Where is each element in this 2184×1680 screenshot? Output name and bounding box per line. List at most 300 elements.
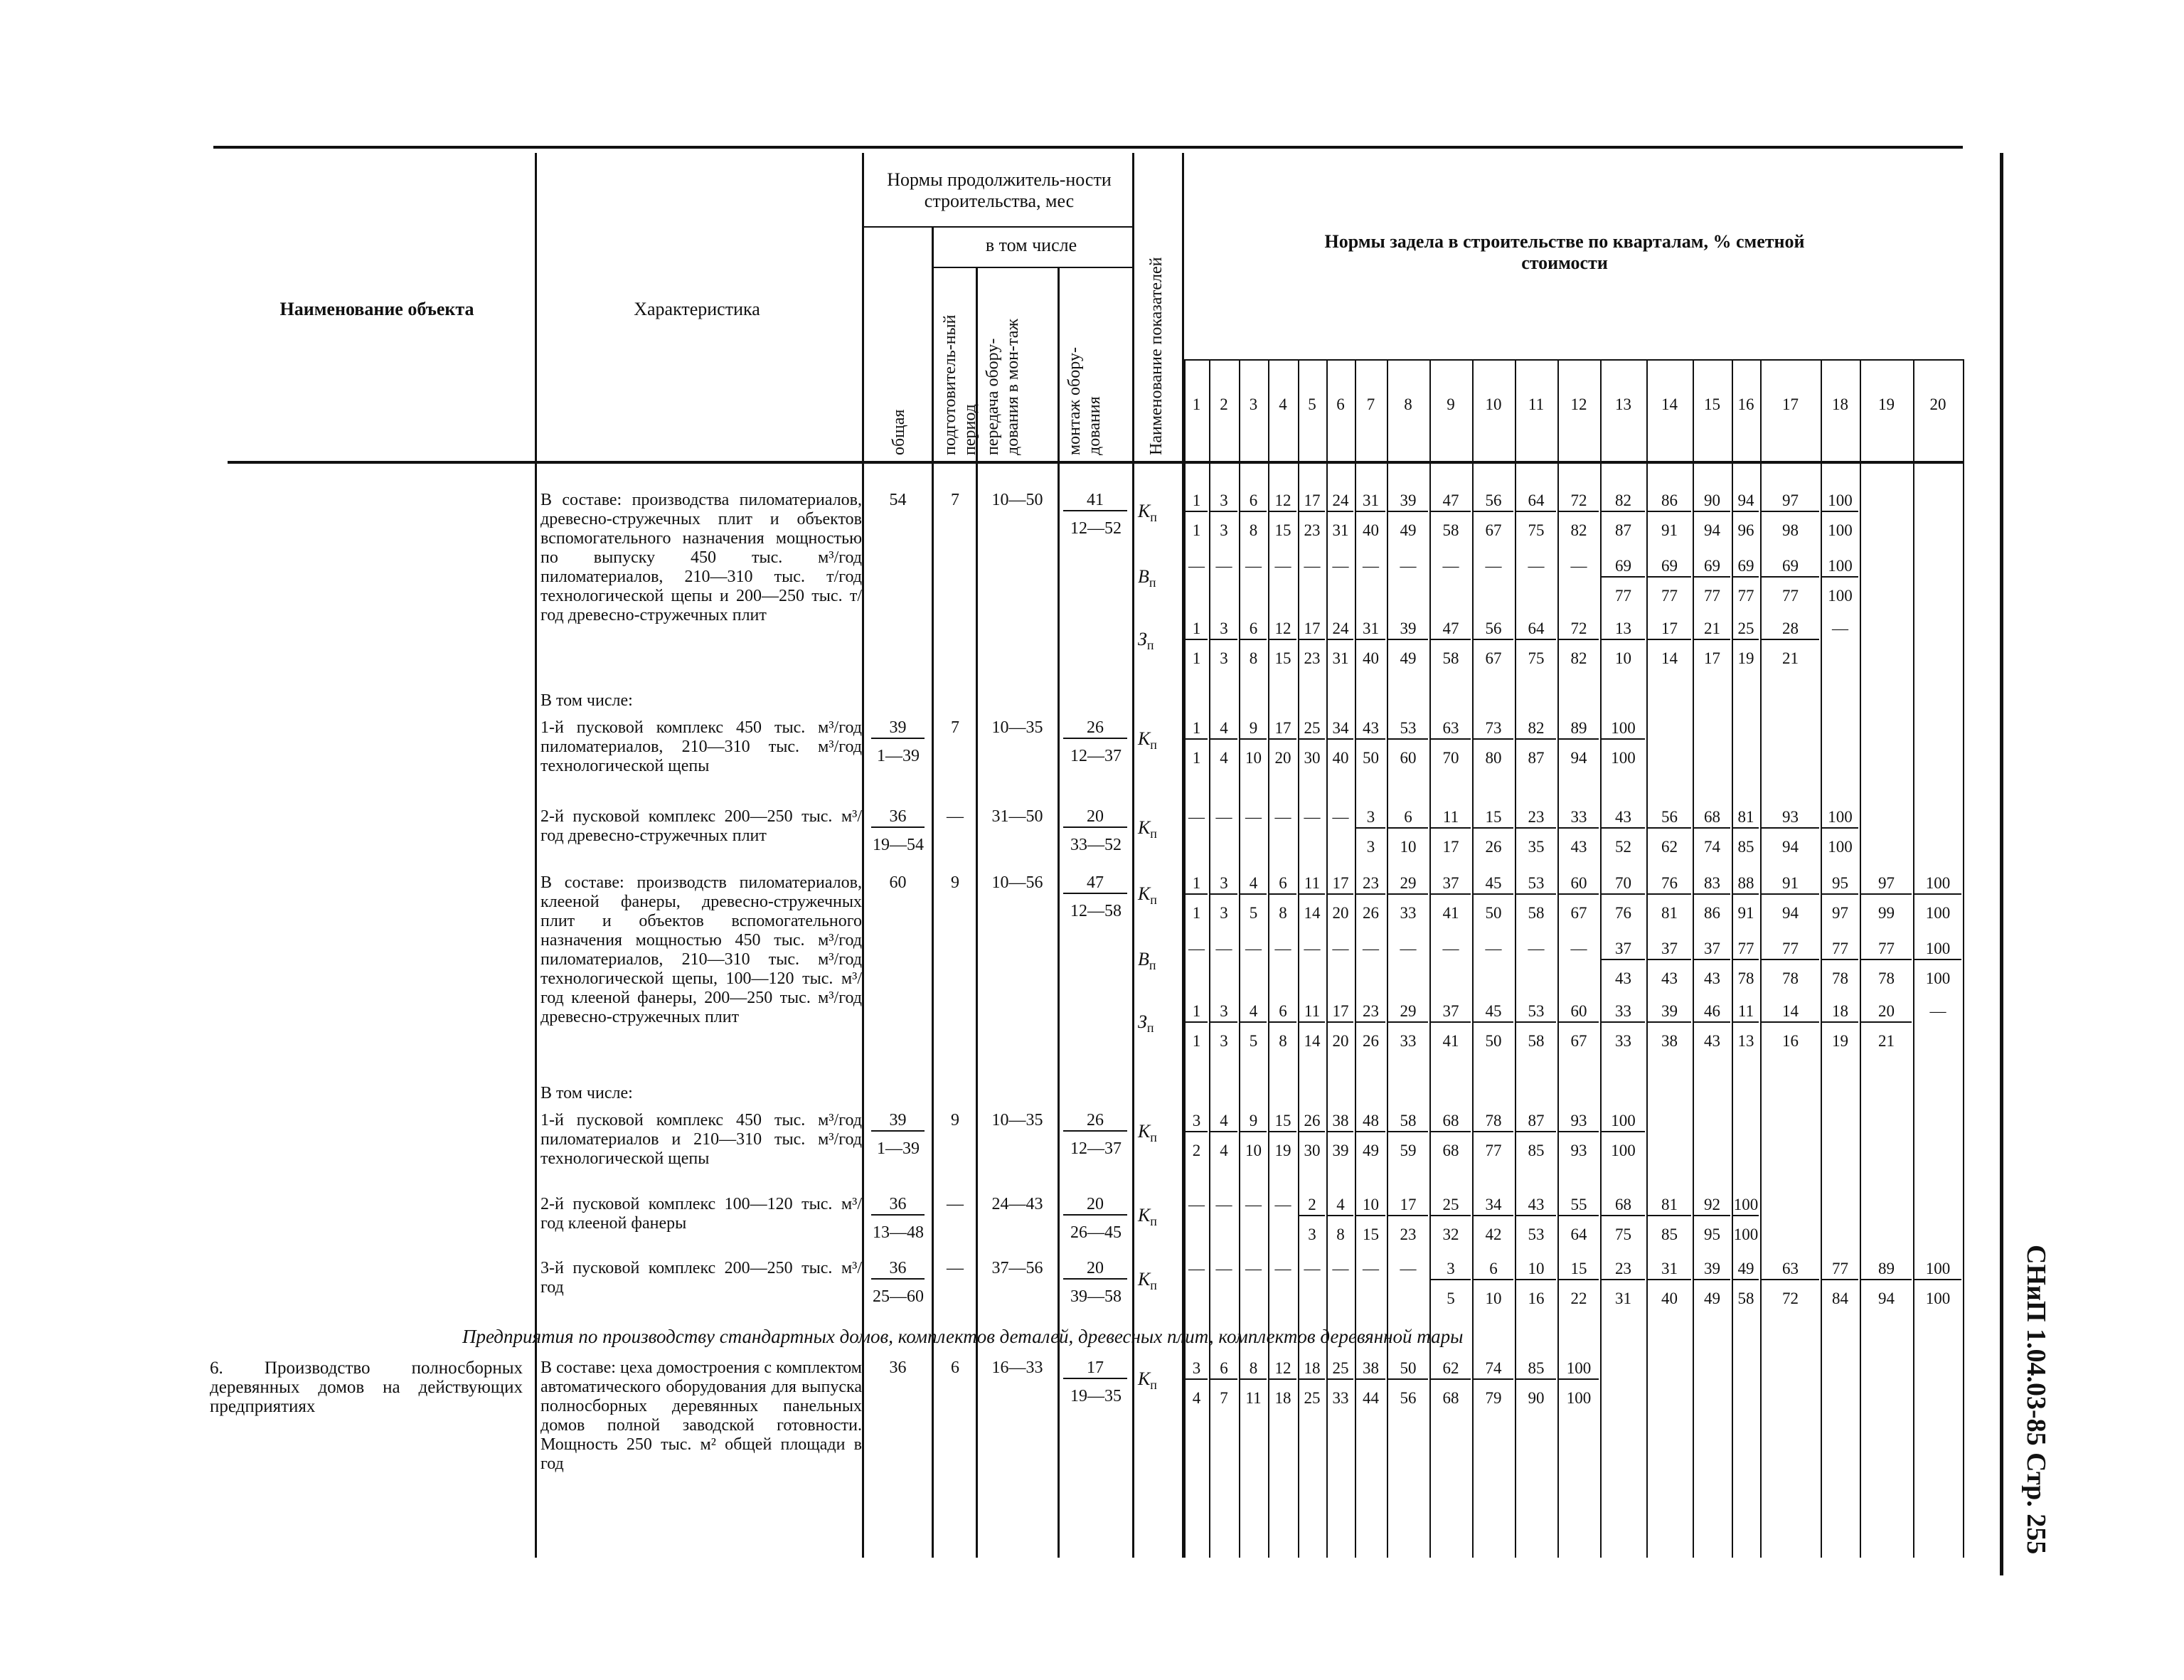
quarter-value-bottom: 77 — [1615, 587, 1631, 605]
quarter-value-bottom: 10 — [1245, 1142, 1262, 1159]
quarter-value-top: 23 — [1356, 1001, 1385, 1023]
quarter-header: 2 — [1220, 395, 1228, 413]
quarter-value-top: 39 — [1388, 619, 1428, 640]
quarter-value-top: 45 — [1474, 873, 1513, 895]
quarter-value-top: — — [1400, 557, 1417, 575]
quarter-value-bottom: 23 — [1304, 521, 1321, 539]
quarter-value-top: 3 — [1210, 491, 1237, 512]
quarter-value-bottom: 33 — [1400, 904, 1417, 922]
quarter-value-bottom: 77 — [1485, 1142, 1502, 1159]
quarter-value-bottom: 40 — [1661, 1290, 1678, 1307]
quarter-value-top: 68 — [1694, 807, 1730, 829]
quarter-value-bottom: 10 — [1245, 749, 1262, 767]
quarter-value-top: 8 — [1240, 1359, 1267, 1380]
quarter-value-top: 1 — [1186, 718, 1208, 740]
transfer-period: 10—56 — [991, 873, 1043, 892]
quarter-value-bottom: 39 — [1332, 1142, 1349, 1159]
quarter-value-bottom: 77 — [1661, 587, 1678, 605]
quarter-value-bottom: 82 — [1570, 521, 1587, 539]
quarter-value-top: — — [1274, 940, 1291, 957]
indicator-subscript: п — [1150, 1130, 1157, 1145]
quarter-value-top: 45 — [1474, 1001, 1513, 1023]
quarter-value-bottom: 26 — [1363, 1032, 1379, 1050]
quarter-value-bottom: 43 — [1704, 1032, 1720, 1050]
quarter-value-top: 1 — [1186, 873, 1208, 895]
quarter-value-bottom: 31 — [1615, 1290, 1631, 1307]
quarter-value-top: 64 — [1516, 491, 1556, 512]
quarter-value-top: 82 — [1516, 718, 1556, 740]
quarter-value-top: 3 — [1210, 619, 1237, 640]
quarter-value-bottom: 94 — [1782, 838, 1799, 856]
quarter-value-top: 34 — [1474, 1195, 1513, 1216]
quarter-value-bottom: 30 — [1304, 749, 1321, 767]
quarter-value-top: 33 — [1559, 807, 1599, 829]
quarter-value-bottom: 100 — [1611, 1142, 1636, 1159]
column-header-characteristic: Характеристика — [634, 299, 760, 319]
quarter-value-top: 6 — [1240, 619, 1267, 640]
quarter-header: 1 — [1192, 395, 1201, 413]
quarter-value-bottom: 70 — [1442, 749, 1459, 767]
quarter-value-bottom: 84 — [1832, 1290, 1848, 1307]
quarter-value-top: 37 — [1602, 939, 1645, 960]
duration-total-range: 1—39 — [877, 1139, 920, 1158]
quarter-value-top: 95 — [1822, 873, 1858, 895]
quarter-separator — [1963, 359, 1964, 1558]
quarter-value-top: — — [1274, 1196, 1291, 1213]
quarter-value-bottom: 8 — [1336, 1226, 1345, 1243]
section-caption: Предприятия по производству стандартных домов, комплектов деталей, древесных плит, комплектов деревянной тары — [462, 1326, 1464, 1347]
transfer-period: 10—50 — [991, 491, 1043, 509]
quarter-value-top: 3 — [1431, 1259, 1471, 1280]
quarter-value-top: 25 — [1431, 1195, 1471, 1216]
quarter-value-top: 6 — [1240, 491, 1267, 512]
quarter-value-bottom: 40 — [1363, 649, 1379, 667]
quarter-value-bottom: 18 — [1274, 1389, 1291, 1407]
quarter-value-top: 86 — [1648, 491, 1691, 512]
quarter-value-bottom: 4 — [1192, 1389, 1201, 1407]
quarter-value-top: — — [1442, 940, 1459, 957]
quarter-header: 10 — [1485, 395, 1502, 413]
quarter-value-top: — — [1442, 557, 1459, 575]
quarter-value-top: 12 — [1269, 1359, 1296, 1380]
quarter-value-top: 17 — [1328, 1001, 1353, 1023]
quarter-value-bottom: 38 — [1661, 1032, 1678, 1050]
quarter-header: 8 — [1404, 395, 1412, 413]
column-header-name: Наименование объекта — [279, 299, 474, 319]
quarter-value-bottom: 75 — [1615, 1226, 1631, 1243]
quarter-value-bottom: 14 — [1304, 904, 1321, 922]
quarter-value-bottom: 58 — [1528, 1032, 1545, 1050]
quarter-value-bottom: 14 — [1304, 1032, 1321, 1050]
quarter-value-top: 100 — [1822, 556, 1858, 578]
quarter-value-bottom: 22 — [1570, 1290, 1587, 1307]
duration-total-range: 19—54 — [873, 836, 924, 854]
quarter-value-top: 25 — [1733, 619, 1759, 640]
quarter-value-top: 100 — [1914, 939, 1961, 960]
indicator-subscript: п — [1149, 958, 1156, 973]
quarter-value-top: 6 — [1269, 873, 1296, 895]
quarter-value-top: 26 — [1299, 1111, 1325, 1132]
quarter-value-top: 38 — [1328, 1111, 1353, 1132]
quarter-value-top: 53 — [1388, 718, 1428, 740]
quarter-value-bottom: 77 — [1704, 587, 1720, 605]
quarter-value-top: 100 — [1602, 718, 1645, 740]
quarter-value-top: — — [1245, 1260, 1262, 1277]
indicator-letter: З — [1138, 1011, 1147, 1032]
quarter-value-bottom: 50 — [1485, 1032, 1502, 1050]
right-border — [2000, 153, 2003, 1575]
quarter-header: 17 — [1782, 395, 1799, 413]
quarter-value-top: 37 — [1648, 939, 1691, 960]
duration-sub-rule — [864, 226, 1134, 228]
quarter-value-top: 10 — [1516, 1259, 1556, 1280]
quarter-value-bottom: 2 — [1192, 1142, 1201, 1159]
quarter-value-top: 64 — [1516, 619, 1556, 640]
quarter-value-top: — — [1332, 1260, 1349, 1277]
quarter-value-bottom: 68 — [1442, 1142, 1459, 1159]
incl-sub-rule — [932, 267, 1134, 268]
quarter-value-bottom: 100 — [1566, 1389, 1592, 1407]
quarter-value-bottom: 58 — [1528, 904, 1545, 922]
quarter-header: 18 — [1832, 395, 1848, 413]
quarter-value-bottom: 4 — [1220, 1142, 1228, 1159]
quarter-value-top: 63 — [1431, 718, 1471, 740]
quarter-value-bottom: 78 — [1878, 969, 1895, 987]
quarter-value-top: 1 — [1186, 1001, 1208, 1023]
quarter-value-bottom: 3 — [1220, 1032, 1228, 1050]
indicator-label — [1138, 1011, 1154, 1036]
quarter-value-bottom: 26 — [1485, 838, 1502, 856]
quarter-value-bottom: 41 — [1442, 904, 1459, 922]
indicator-letter: К — [1138, 1205, 1151, 1226]
quarter-value-bottom: 17 — [1442, 838, 1459, 856]
quarter-value-top: 23 — [1356, 873, 1385, 895]
quarter-value-top: 53 — [1516, 1001, 1556, 1023]
quarter-value-top: 4 — [1210, 718, 1237, 740]
indicator-letter: К — [1138, 883, 1151, 904]
quarter-value-top: 48 — [1356, 1111, 1385, 1132]
quarter-value-bottom: 85 — [1737, 838, 1754, 856]
incl-header: в том числе — [985, 235, 1077, 255]
quarter-value-top: 28 — [1762, 619, 1819, 640]
quarter-value-bottom: 68 — [1442, 1389, 1459, 1407]
duration-total: 39 — [871, 1111, 925, 1132]
quarter-value-top: 58 — [1388, 1111, 1428, 1132]
quarter-value-bottom: 8 — [1249, 649, 1258, 667]
quarter-header: 3 — [1249, 395, 1258, 413]
quarter-value-bottom: 100 — [1828, 587, 1853, 605]
quarter-value-top: 23 — [1516, 807, 1556, 829]
mount-period-range: 12—58 — [1070, 902, 1122, 920]
quarter-value-top: 12 — [1269, 491, 1296, 512]
quarter-value-top: 3 — [1210, 1001, 1237, 1023]
quarter-value-top: 39 — [1648, 1001, 1691, 1023]
quarter-value-bottom: 98 — [1782, 521, 1799, 539]
quarter-value-bottom: 85 — [1661, 1226, 1678, 1243]
quarter-value-top: 18 — [1299, 1359, 1325, 1380]
quarter-value-top: — — [1570, 940, 1587, 957]
quarter-value-bottom: 20 — [1332, 1032, 1349, 1050]
quarter-value-top: 31 — [1356, 619, 1385, 640]
quarter-header: 19 — [1878, 395, 1895, 413]
duration-total-range: 13—48 — [873, 1223, 924, 1242]
top-rule — [213, 146, 1963, 149]
mount-period-range: 19—35 — [1070, 1387, 1122, 1405]
quarter-value-bottom: 80 — [1485, 749, 1502, 767]
quarter-value-bottom: 96 — [1737, 521, 1754, 539]
quarter-value-top: — — [1188, 940, 1205, 957]
indicator-subscript: п — [1150, 1214, 1157, 1229]
quarter-value-bottom: 97 — [1832, 904, 1848, 922]
quarter-header: 6 — [1336, 395, 1345, 413]
prep-period: 6 — [951, 1359, 959, 1377]
quarter-value-top: 29 — [1388, 1001, 1428, 1023]
duration-total: 36 — [889, 1359, 907, 1377]
quarter-value-bottom: 58 — [1442, 649, 1459, 667]
quarter-value-top: 17 — [1299, 491, 1325, 512]
quarter-value-bottom: 95 — [1704, 1226, 1720, 1243]
quarter-value-bottom: 41 — [1442, 1032, 1459, 1050]
quarter-value-bottom: 21 — [1878, 1032, 1895, 1050]
quarter-value-bottom: 67 — [1570, 904, 1587, 922]
quarter-value-bottom: 100 — [1828, 521, 1853, 539]
quarter-value-top: 88 — [1733, 873, 1759, 895]
quarter-value-bottom: 8 — [1279, 1032, 1287, 1050]
quarter-value-bottom: 82 — [1570, 649, 1587, 667]
quarter-value-top: 100 — [1822, 807, 1858, 829]
quarter-value-top: 100 — [1822, 491, 1858, 512]
quarter-sub-rule — [1184, 359, 1963, 361]
quarter-value-top: 82 — [1602, 491, 1645, 512]
quarter-value-bottom: 59 — [1400, 1142, 1417, 1159]
quarter-value-bottom: 94 — [1782, 904, 1799, 922]
prep-period: — — [947, 1259, 964, 1277]
quarter-value-top: 43 — [1602, 807, 1645, 829]
quarter-value-top: — — [1188, 1196, 1205, 1213]
quarter-value-top: 77 — [1861, 939, 1912, 960]
quarter-value-bottom: 10 — [1400, 838, 1417, 856]
quarter-value-bottom: 10 — [1485, 1290, 1502, 1307]
characteristic-text: 1-й пусковой комплекс 450 тыс. м³/год пиломатериалов, 210—310 тыс. м³/год технологической щепы — [540, 718, 862, 775]
quarter-value-top: — — [1332, 940, 1349, 957]
quarter-value-top: 11 — [1299, 1001, 1325, 1023]
quarter-value-top: 6 — [1388, 807, 1428, 829]
indicator-letter: В — [1138, 566, 1149, 587]
quarter-value-top: 56 — [1648, 807, 1691, 829]
quarter-value-bottom: 77 — [1737, 587, 1754, 605]
quarter-value-bottom: 94 — [1704, 521, 1720, 539]
duration-total: 54 — [889, 491, 907, 509]
quarter-value-top: 77 — [1762, 939, 1819, 960]
quarter-value-bottom: 1 — [1192, 521, 1201, 539]
quarter-value-top: 11 — [1431, 807, 1471, 829]
quarter-value-top: 6 — [1269, 1001, 1296, 1023]
quarter-value-top: 91 — [1762, 873, 1819, 895]
quarter-value-top: — — [1304, 940, 1321, 957]
characteristic-text: 2-й пусковой комплекс 100—120 тыс. м³/год клееной фанеры — [540, 1195, 862, 1233]
quarter-value-bottom: 58 — [1737, 1290, 1754, 1307]
quarter-value-bottom: 35 — [1528, 838, 1545, 856]
quarter-value-top: 85 — [1516, 1359, 1556, 1380]
quarter-value-top: 37 — [1694, 939, 1730, 960]
indicator-letter: К — [1138, 501, 1151, 521]
quarter-value-bottom: 100 — [1925, 1290, 1951, 1307]
indicator-letter: К — [1138, 1368, 1151, 1389]
quarter-value-top: 3 — [1186, 1111, 1208, 1132]
quarter-value-top: 97 — [1762, 491, 1819, 512]
quarter-value-top: 56 — [1474, 619, 1513, 640]
quarter-value-top: 13 — [1602, 619, 1645, 640]
quarter-value-bottom: 5 — [1447, 1290, 1455, 1307]
quarter-value-bottom: 67 — [1485, 521, 1502, 539]
quarter-value-top: 69 — [1733, 556, 1759, 578]
quarter-value-bottom: 23 — [1304, 649, 1321, 667]
quarter-value-bottom: 86 — [1704, 904, 1720, 922]
quarter-value-bottom: 53 — [1528, 1226, 1545, 1243]
quarter-value-bottom: 1 — [1192, 649, 1201, 667]
quarter-value-bottom: 25 — [1304, 1389, 1321, 1407]
quarter-value-bottom: 50 — [1363, 749, 1379, 767]
quarter-value-top: — — [1274, 808, 1291, 826]
quarter-value-top: — — [1332, 557, 1349, 575]
prep-period: 9 — [951, 873, 959, 892]
indicator-letter: В — [1138, 949, 1149, 969]
quarter-value-top: 76 — [1648, 873, 1691, 895]
quarter-value-top: 73 — [1474, 718, 1513, 740]
quarter-value-top: 4 — [1240, 873, 1267, 895]
prep-period: — — [947, 807, 964, 826]
quarter-value-bottom: 44 — [1363, 1389, 1379, 1407]
quarter-value-bottom: 94 — [1878, 1290, 1895, 1307]
quarter-value-top: 63 — [1762, 1259, 1819, 1280]
characteristic-text: В составе: цеха домостроения с комплектом автоматического оборудования для выпуска полносборных деревянных панельных домов полной заводской готовности. Мощность 250 тыс. м² общей площади в год — [540, 1359, 862, 1473]
quarter-value-bottom: 99 — [1878, 904, 1895, 922]
duration-total: 36 — [871, 807, 925, 828]
quarter-value-bottom: 78 — [1782, 969, 1799, 987]
indicator-subscript: п — [1150, 1378, 1157, 1393]
quarter-value-top: 43 — [1356, 718, 1385, 740]
indicator-subscript: п — [1146, 1021, 1154, 1036]
duration-total: 39 — [871, 718, 925, 739]
quarter-value-bottom: 31 — [1332, 521, 1349, 539]
header-prep: подготовитель-ный период — [941, 314, 979, 455]
quarter-value-top: — — [1485, 940, 1502, 957]
quarter-value-top: — — [1363, 557, 1379, 575]
characteristic-text: В составе: производств пиломатериалов, клееной фанеры, древесно-стружечных плит и объектов вспомогательного назначения мощностью 450 тыс. м³/год пиломатериалов, 210—310 тыс. м³/год технологической щепы, 100—120 тыс. м³/год клееной фанеры, 200—250 тыс. м³/год древесно-стружечных плит — [540, 873, 862, 1026]
quarter-header: 11 — [1528, 395, 1545, 413]
indicator-letter: К — [1138, 1121, 1151, 1142]
indicator-subscript: п — [1150, 738, 1157, 753]
indicator-label — [1138, 728, 1157, 753]
quarter-value-top: 1 — [1186, 491, 1208, 512]
quarter-value-top: 37 — [1431, 1001, 1471, 1023]
quarter-value-top: 39 — [1388, 491, 1428, 512]
quarter-value-bottom: 4 — [1220, 749, 1228, 767]
quarter-value-bottom: 19 — [1274, 1142, 1291, 1159]
prep-period: — — [947, 1195, 964, 1213]
quarter-value-bottom: 43 — [1661, 969, 1678, 987]
col-sep-transfer — [976, 267, 978, 1558]
mount-period-range: 39—58 — [1070, 1287, 1122, 1306]
duration-total-range: 1—39 — [877, 747, 920, 765]
quarter-value-bottom: 91 — [1737, 904, 1754, 922]
quarter-value-top: — — [1528, 557, 1545, 575]
quarter-value-bottom: 81 — [1661, 904, 1678, 922]
quarter-value-top: — — [1245, 557, 1262, 575]
quarter-value-top: — — [1528, 940, 1545, 957]
quarter-value-top: — — [1929, 1002, 1946, 1020]
quarter-value-top: 100 — [1914, 873, 1961, 895]
quarter-value-bottom: 43 — [1704, 969, 1720, 987]
indicator-subscript: п — [1150, 1278, 1157, 1293]
quarter-value-top: 31 — [1648, 1259, 1691, 1280]
header-transfer: передача обору-дования в мон-таж — [984, 319, 1022, 455]
quarter-value-top: 89 — [1861, 1259, 1912, 1280]
quarter-value-top: — — [1215, 940, 1232, 957]
prep-period: 7 — [951, 491, 959, 509]
col-sep-mount — [1058, 267, 1060, 1558]
quarter-value-bottom: 40 — [1332, 749, 1349, 767]
quarter-value-bottom: 3 — [1220, 521, 1228, 539]
quarter-value-top: — — [1215, 1260, 1232, 1277]
quarter-value-bottom: 21 — [1782, 649, 1799, 667]
quarter-value-top: — — [1363, 1260, 1379, 1277]
characteristic-text: 2-й пусковой комплекс 200—250 тыс. м³/год древесно-стружечных плит — [540, 807, 862, 845]
quarter-value-bottom: 100 — [1828, 838, 1853, 856]
quarter-value-top: 24 — [1328, 491, 1353, 512]
duration-total: 60 — [889, 873, 907, 892]
quarter-value-bottom: 15 — [1274, 649, 1291, 667]
quarter-value-top: 17 — [1328, 873, 1353, 895]
quarter-value-bottom: 1 — [1192, 749, 1201, 767]
header-indicator: Наименование показателей — [1147, 257, 1166, 455]
quarter-value-top: 3 — [1356, 807, 1385, 829]
quarter-value-top: 17 — [1388, 1195, 1428, 1216]
quarter-value-top: — — [1332, 808, 1349, 826]
quarter-value-top: 100 — [1914, 1259, 1961, 1280]
quarter-value-bottom: 26 — [1363, 904, 1379, 922]
quarter-value-bottom: 20 — [1332, 904, 1349, 922]
quarter-value-top: 1 — [1186, 619, 1208, 640]
quarter-value-bottom: 94 — [1570, 749, 1587, 767]
quarter-value-bottom: 42 — [1485, 1226, 1502, 1243]
mount-period: 20 — [1063, 1259, 1127, 1280]
header-bottom-rule — [228, 461, 1963, 464]
quarter-value-top: 81 — [1733, 807, 1759, 829]
quarter-value-bottom: 67 — [1570, 1032, 1587, 1050]
mount-period-range: 26—45 — [1070, 1223, 1122, 1242]
quarter-value-bottom: 33 — [1332, 1389, 1349, 1407]
quarter-value-top: — — [1215, 808, 1232, 826]
quarter-value-top: — — [1304, 557, 1321, 575]
quarter-value-top: — — [1400, 940, 1417, 957]
group-label: В том числе: — [540, 1084, 633, 1102]
quarter-header: 9 — [1447, 395, 1455, 413]
quarter-value-top: 25 — [1299, 718, 1325, 740]
quarter-value-bottom: 14 — [1661, 649, 1678, 667]
indicator-label — [1138, 566, 1156, 590]
quarter-value-bottom: 93 — [1570, 1142, 1587, 1159]
quarter-value-top: 25 — [1328, 1359, 1353, 1380]
transfer-period: 24—43 — [991, 1195, 1043, 1213]
quarter-value-bottom: 8 — [1279, 904, 1287, 922]
quarter-value-top: 9 — [1240, 718, 1267, 740]
mount-period-range: 12—37 — [1070, 747, 1122, 765]
quarter-value-top: 69 — [1602, 556, 1645, 578]
quarter-value-top: 17 — [1648, 619, 1691, 640]
quarter-value-top: 9 — [1240, 1111, 1267, 1132]
quarter-value-top: — — [1304, 808, 1321, 826]
